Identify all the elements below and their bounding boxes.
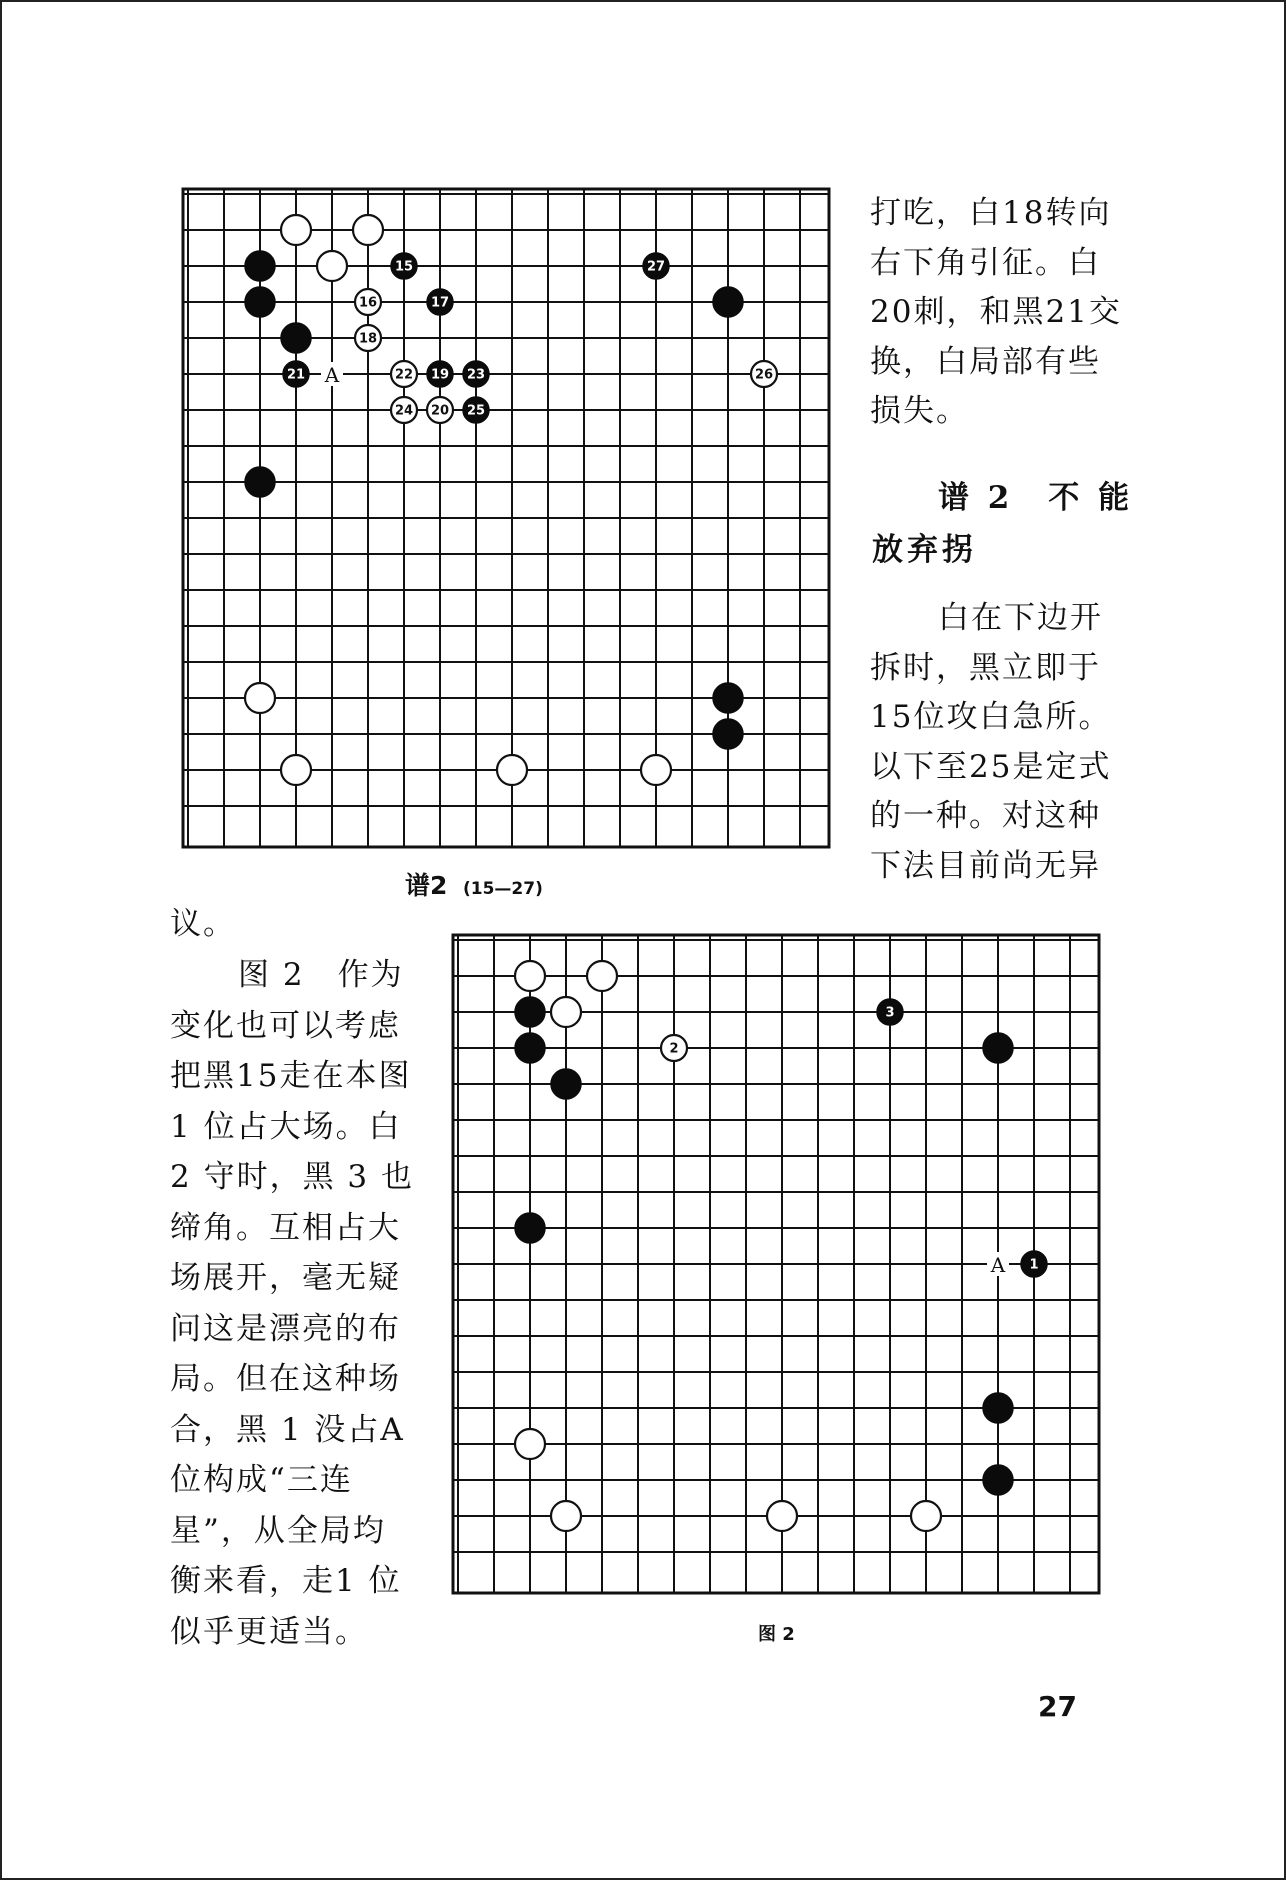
black-stone: [713, 287, 743, 317]
black-stone: [515, 1213, 545, 1243]
text-line: 似乎更适当。: [170, 1613, 368, 1650]
white-stone: [281, 215, 311, 245]
text-line: 1 位占大场。白: [170, 1108, 402, 1145]
diagram1-caption: [405, 866, 543, 902]
text-line: 合，黑 1 没占A: [170, 1411, 405, 1448]
black-stone: [551, 1069, 581, 1099]
white-stone: [317, 251, 347, 281]
text-line: 损失。: [870, 393, 969, 429]
point-a-label: A: [990, 1253, 1006, 1277]
white-stone: [245, 683, 275, 713]
black-stone: [245, 287, 275, 317]
text-line: 图 2 作为: [238, 957, 404, 993]
white-stone: [353, 215, 383, 245]
diagram1-caption-range: (15—27): [462, 879, 543, 899]
diagram2-caption: 图 2: [758, 1624, 795, 1645]
move-number: 20: [430, 403, 450, 419]
text-line: 白在下边开: [938, 600, 1103, 636]
text-line: 右下角引征。白: [870, 244, 1101, 281]
move-number: 18: [358, 331, 378, 347]
move-number: 16: [358, 295, 378, 311]
move-number: 23: [466, 367, 486, 383]
black-stone: [713, 683, 743, 713]
right-text-top: [870, 189, 1122, 437]
move-number: 19: [430, 367, 450, 383]
text-line: 变化也可以考虑: [170, 1007, 401, 1044]
text-line: 问这是漂亮的布: [170, 1310, 401, 1347]
move-number: 25: [466, 403, 486, 419]
black-stone: [515, 1033, 545, 1063]
move-number: 24: [394, 403, 414, 419]
section-heading-line2: 放弃拐: [872, 532, 977, 568]
text-line: 以下至25是定式: [870, 748, 1112, 785]
black-stone: [713, 719, 743, 749]
section-heading-line1: 谱 2 不 能: [938, 480, 1134, 516]
text-line: 星”，从全局均: [170, 1512, 386, 1549]
white-stone: [515, 1429, 545, 1459]
text-line: 位构成“三连: [170, 1462, 353, 1498]
text-line: 场展开，毫无疑: [170, 1260, 401, 1296]
text-line: 缔角。互相占大: [170, 1209, 401, 1246]
point-a-label: A: [324, 363, 340, 387]
text-line: 局。但在这种场: [170, 1361, 401, 1397]
text-line: 拆时，黑立即于: [870, 649, 1101, 686]
white-stone: [281, 755, 311, 785]
page-number: 27: [1038, 1690, 1077, 1723]
left-text: [170, 950, 414, 1657]
white-stone: [497, 755, 527, 785]
text-line: 下法目前尚无异: [870, 847, 1101, 884]
right-text-bottom: [870, 594, 1111, 891]
go-diagram-fig2: [452, 934, 1100, 1594]
text-line: 的一种。对这种: [870, 798, 1101, 834]
text-line: 15位攻白急所。: [870, 699, 1112, 735]
white-stone: [641, 755, 671, 785]
move-number: 22: [394, 367, 414, 383]
black-stone: [983, 1393, 1013, 1423]
white-stone: [551, 997, 581, 1027]
white-stone: [911, 1501, 941, 1531]
white-stone: [515, 961, 545, 991]
black-stone: [245, 251, 275, 281]
text-line: 换，白局部有些: [870, 343, 1101, 380]
move-number: 1: [1029, 1257, 1039, 1273]
move-number: 3: [885, 1005, 895, 1021]
move-number: 21: [286, 367, 306, 383]
text-line: 把黑15走在本图: [170, 1058, 412, 1094]
black-stone: [515, 997, 545, 1027]
white-stone: [767, 1501, 797, 1531]
black-stone: [281, 323, 311, 353]
continuation-text: 议。: [170, 906, 236, 942]
text-line: 2 守时，黑 3 也: [170, 1159, 415, 1195]
move-number: 17: [430, 295, 450, 311]
text-line: 衡来看，走1 位: [170, 1563, 402, 1599]
text-line: 20刺，和黑21交: [870, 294, 1122, 330]
move-number: 26: [754, 367, 774, 383]
black-stone: [983, 1033, 1013, 1063]
black-stone: [983, 1465, 1013, 1495]
black-stone: [245, 467, 275, 497]
move-number: 15: [394, 259, 414, 275]
diagram1-caption-label: 谱2: [405, 871, 448, 900]
white-stone: [587, 961, 617, 991]
move-number: 2: [669, 1041, 679, 1057]
move-number: 27: [646, 259, 666, 275]
text-line: 打吃，白18转向: [870, 195, 1112, 231]
go-diagram-pu2: [182, 188, 830, 848]
white-stone: [551, 1501, 581, 1531]
